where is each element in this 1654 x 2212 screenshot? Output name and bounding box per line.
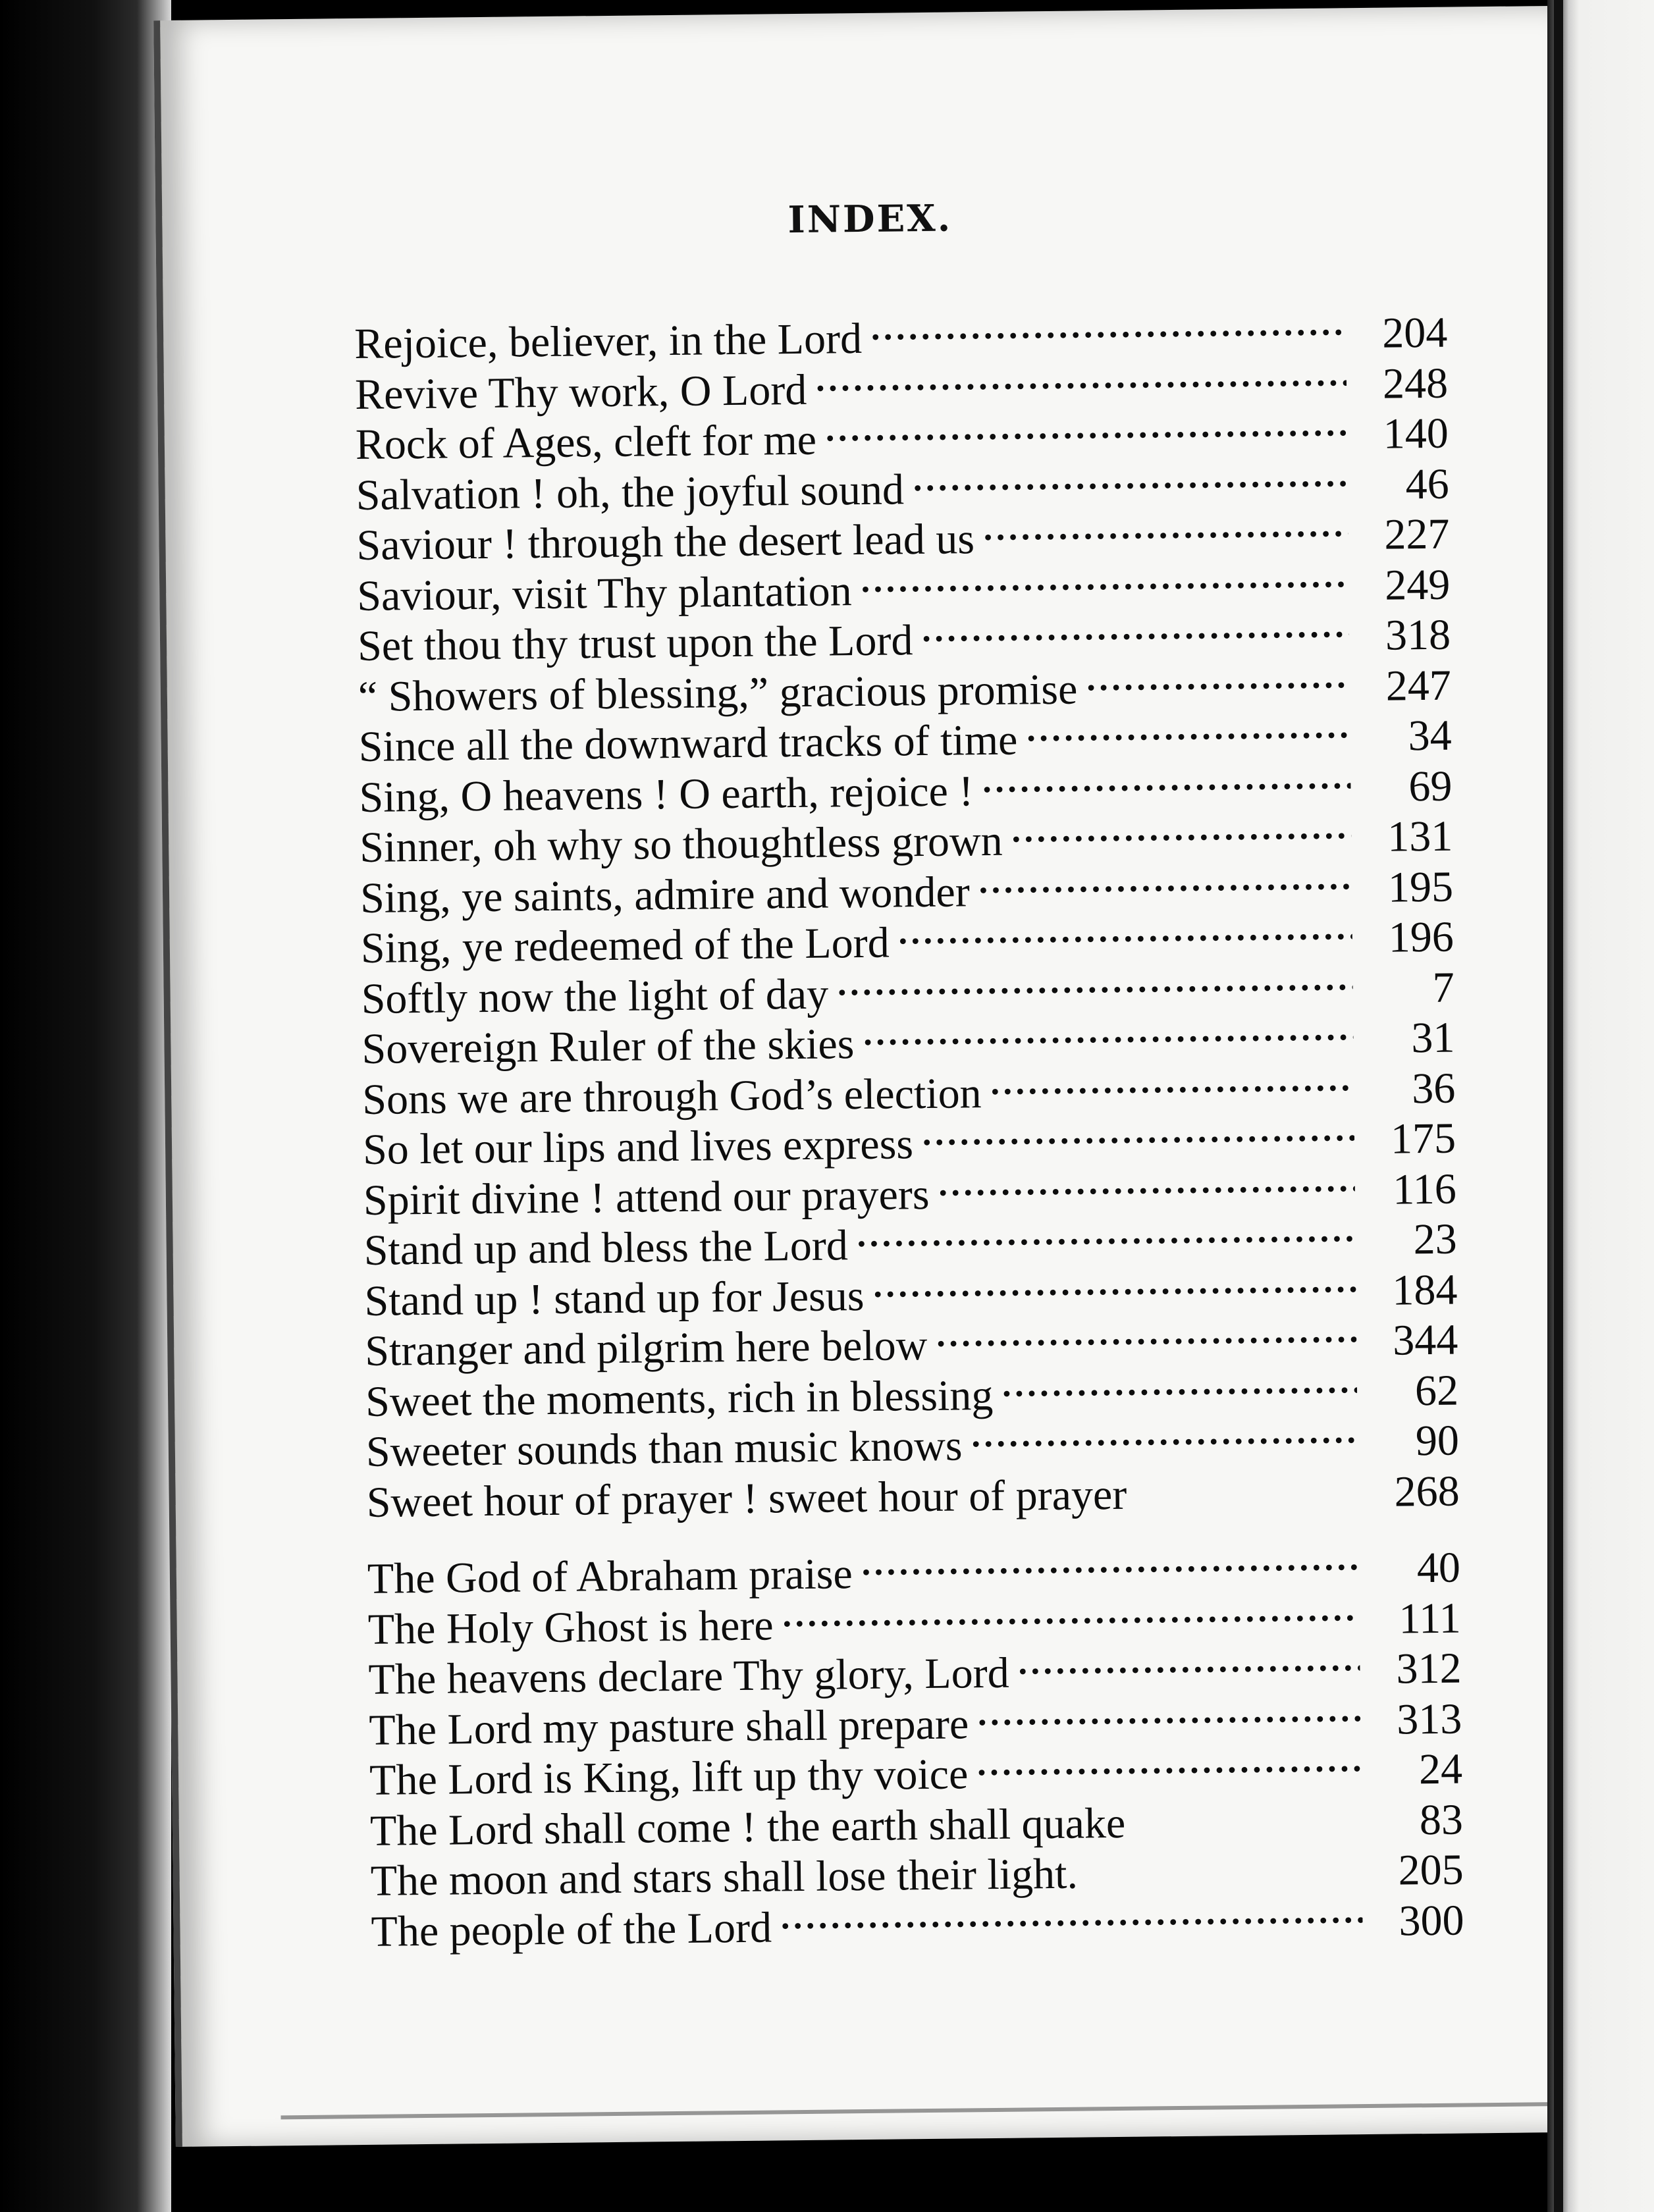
entry-title: Saviour, visit Thy plantation [356,566,853,620]
entry-page-number: 140 [1383,409,1449,458]
entry-page-number: 268 [1394,1467,1460,1516]
entry-page-number: 196 [1388,912,1454,962]
entry-title: Sing, O heavens ! O earth, rejoice ! [359,766,974,822]
entry-title: Sweeter sounds than music knows [365,1421,963,1476]
entry-title: Stranger and pilgrim here below [364,1321,928,1375]
entry-title: Sinner, oh why so thoughtless grown [359,816,1003,872]
entry-title: Spirit divine ! attend our prayers [363,1170,930,1224]
entry-title: Sovereign Ruler of the skies [361,1020,855,1073]
entry-title: The Holy Ghost is here [367,1600,774,1654]
entry-title: Set thou thy trust upon the Lord [357,616,913,670]
dot-leader [990,1053,1354,1107]
entry-page-number: 249 [1384,560,1451,610]
dot-leader [922,600,1349,654]
entry-title: Sons we are through God’s election [361,1068,982,1124]
entry-title: The God of Abraham praise [367,1550,853,1603]
entry-title: Sing, ye saints, admire and wonder [360,867,971,922]
entry-page-number: 248 [1382,359,1449,408]
dot-leader [825,398,1347,454]
entry-title: Saviour ! through the desert lead us [356,515,975,570]
entry-page-number: 312 [1396,1644,1462,1693]
dot-leader [780,1885,1362,1941]
dot-leader [1134,1785,1362,1837]
entry-title: The people of the Lord [371,1903,772,1956]
dot-leader [861,550,1348,605]
entry-page-number: 313 [1396,1695,1462,1744]
entry-title: Stand up and bless the Lord [363,1221,849,1275]
dot-leader [870,298,1346,353]
entry-title: The Lord is King, lift up thy voice [369,1750,969,1804]
entry-page-number: 62 [1414,1366,1459,1415]
entry-title: Since all the downward tracks of time [358,716,1018,771]
entry-page-number: 344 [1392,1315,1458,1365]
entry-title: The Lord my pasture shall prepare [368,1699,969,1754]
dot-leader [1018,1633,1360,1687]
entry-title: The Lord shall come ! the earth shall quake [369,1799,1126,1855]
entry-title: Sweet the moments, rich in blessing [365,1371,994,1426]
gutter-shadow [1554,0,1563,2212]
entry-page-number: 7 [1432,963,1455,1012]
dot-leader [838,953,1353,1008]
entry-page-number: 184 [1392,1265,1458,1315]
entry-title: Sing, ye redeemed of the Lord [360,918,890,972]
dot-leader [977,1734,1362,1788]
dot-leader [1086,650,1350,703]
dot-leader [913,449,1347,504]
entry-page-number: 111 [1399,1594,1462,1643]
dot-leader [978,852,1352,906]
facing-page-edge [1547,0,1654,2212]
entry-page-number: 195 [1387,862,1454,912]
dot-leader [857,1204,1356,1259]
entry-page-number: 83 [1419,1795,1464,1844]
dot-leader [1136,1456,1358,1509]
index-page [153,6,1572,2147]
dot-leader [982,751,1351,805]
entry-page-number: 69 [1408,762,1453,810]
dot-leader [978,1684,1361,1738]
book-binding-left [0,0,171,2212]
dot-leader [1027,700,1350,754]
dot-leader [873,1255,1356,1310]
page-bottom-edge [280,2095,1558,2119]
entry-page-number: 175 [1390,1114,1456,1163]
entry-page-number: 24 [1418,1745,1463,1794]
dot-leader [936,1305,1357,1359]
dot-leader [861,1533,1359,1588]
entry-title: Stand up ! stand up for Jesus [364,1271,865,1325]
entry-page-number: 204 [1381,308,1448,357]
entry-page-number: 23 [1413,1215,1458,1264]
entry-page-number: 131 [1387,812,1453,861]
dot-leader [1086,1835,1362,1887]
entry-title: Softly now the light of day [361,970,829,1023]
dot-leader [1011,801,1351,855]
entry-page-number: 318 [1385,610,1451,660]
entry-title: Rock of Ages, cleft for me [355,415,817,469]
dot-leader [938,1154,1355,1209]
entry-title: Revive Thy work, O Lord [354,365,807,419]
entry-page-number: 40 [1416,1543,1461,1593]
entry-page-number: 227 [1384,510,1450,559]
entry-page-number: 34 [1408,711,1453,760]
dot-leader [816,348,1347,404]
entry-page-number: 247 [1385,661,1452,710]
entry-title: “ Showers of blessing,” gracious promise [358,665,1078,721]
entry-title: So let our lips and lives express [362,1120,914,1174]
entry-page-number: 205 [1398,1845,1464,1895]
entry-page-number: 36 [1411,1064,1456,1113]
index-list [354,297,1464,1956]
entry-page-number: 116 [1392,1165,1457,1214]
entry-page-number: 300 [1399,1896,1464,1945]
dot-leader [971,1406,1358,1460]
dot-leader [983,499,1348,553]
entry-title: The heavens declare Thy glory, Lord [368,1648,1010,1704]
entry-page-number: 31 [1411,1013,1455,1063]
dot-leader [863,1003,1354,1058]
dot-leader [1002,1356,1358,1409]
dot-leader [898,902,1352,957]
entry-page-number: 46 [1405,460,1450,508]
dot-leader [922,1103,1354,1158]
entry-title: The moon and stars shall lose their light. [370,1849,1079,1905]
page-title: INDEX. [787,196,953,242]
entry-title: Rejoice, believer, in the Lord [354,314,863,369]
entry-page-number: 90 [1415,1416,1460,1465]
entry-title: Sweet hour of prayer ! sweet hour of prayer [366,1470,1127,1527]
dot-leader [782,1583,1360,1639]
entry-title: Salvation ! oh, the joyful sound [356,465,905,519]
